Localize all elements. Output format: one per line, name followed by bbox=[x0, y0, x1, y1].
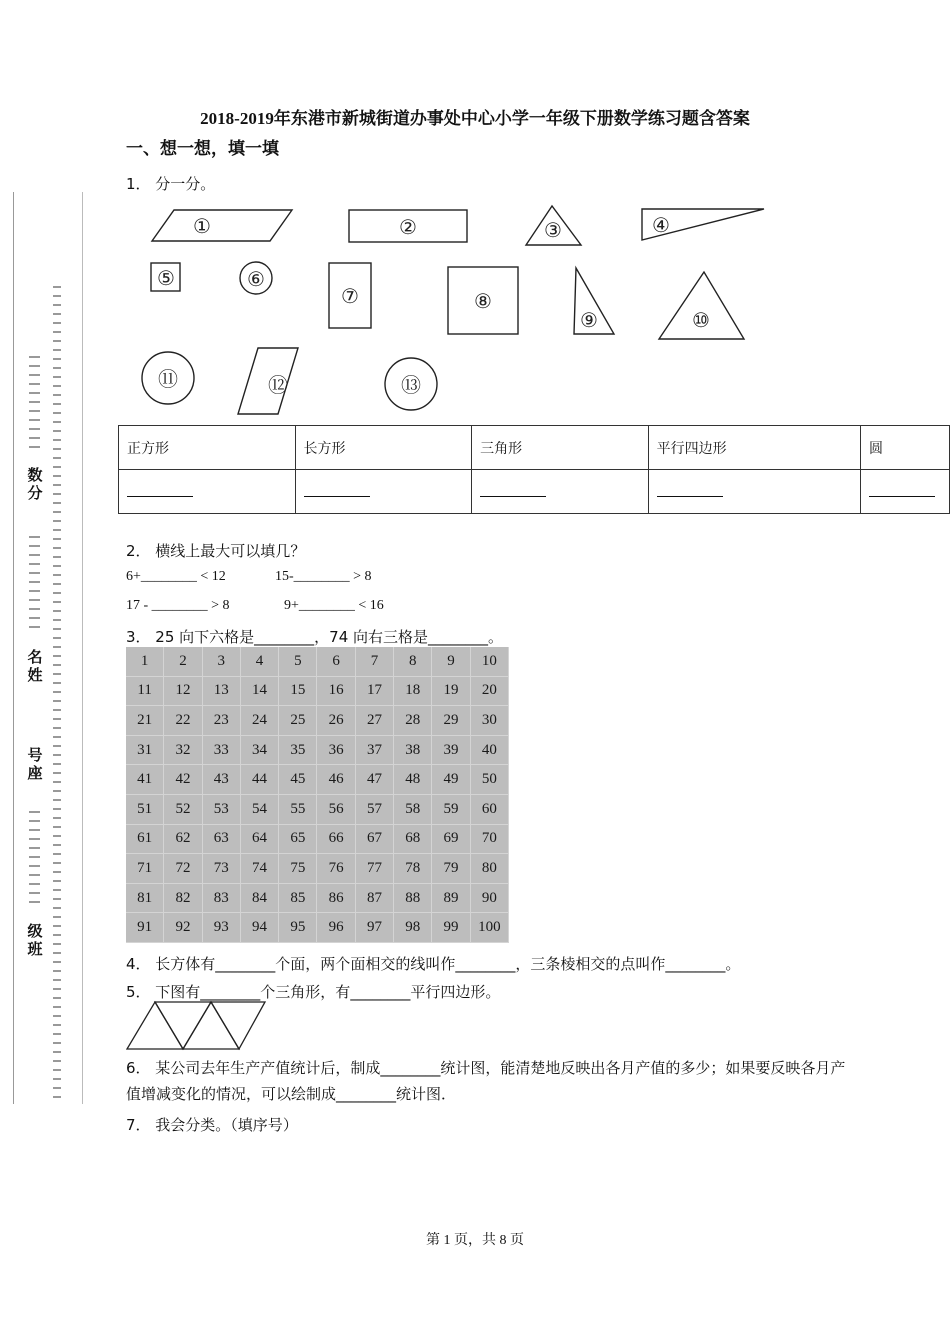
shape-label-12: ⑫ bbox=[268, 373, 288, 397]
hundred-chart-cell: 12 bbox=[164, 677, 202, 707]
hundred-chart-cell: 73 bbox=[203, 854, 241, 884]
hundred-chart-cell: 56 bbox=[317, 795, 355, 825]
hundred-chart-cell: 96 bbox=[317, 913, 355, 943]
hundred-chart-cell: 82 bbox=[164, 884, 202, 914]
hundred-chart-cell: 80 bbox=[471, 854, 509, 884]
hundred-chart-cell: 35 bbox=[279, 736, 317, 766]
hundred-chart-cell: 98 bbox=[394, 913, 432, 943]
question-5: 5． 下图有________个三角形，有________平行四边形。 bbox=[126, 983, 501, 1001]
side-label-name: 名姓 bbox=[27, 648, 43, 684]
hundred-chart-cell: 91 bbox=[126, 913, 164, 943]
hundred-chart-cell: 81 bbox=[126, 884, 164, 914]
hundred-chart-cell: 21 bbox=[126, 706, 164, 736]
hundred-chart-cell: 15 bbox=[279, 677, 317, 707]
header-square: 正方形 bbox=[119, 426, 296, 470]
hundred-chart-cell: 61 bbox=[126, 825, 164, 855]
shape-1-parallelogram bbox=[152, 210, 292, 241]
hundred-chart bbox=[126, 647, 509, 943]
hundred-chart-cell: 30 bbox=[471, 706, 509, 736]
hundred-chart-cell: 23 bbox=[203, 706, 241, 736]
hundred-chart-cell: 97 bbox=[356, 913, 394, 943]
shape-label-4: ④ bbox=[652, 213, 670, 237]
hundred-chart-cell: 43 bbox=[203, 765, 241, 795]
shape-label-2: ② bbox=[399, 215, 417, 239]
hundred-chart-cell: 32 bbox=[164, 736, 202, 766]
hundred-chart-cell: 74 bbox=[241, 854, 279, 884]
hundred-chart-cell: 18 bbox=[394, 677, 432, 707]
hundred-chart-cell: 5 bbox=[279, 647, 317, 677]
q2-line1b: 15-________ > 8 bbox=[275, 569, 372, 584]
shape-label-5: ⑤ bbox=[157, 266, 175, 290]
answer-parallelogram[interactable] bbox=[648, 470, 860, 514]
hundred-chart-cell: 65 bbox=[279, 825, 317, 855]
hundred-chart-cell: 48 bbox=[394, 765, 432, 795]
answer-triangle[interactable] bbox=[472, 470, 649, 514]
hundred-chart-cell: 39 bbox=[432, 736, 470, 766]
hundred-chart-cell: 17 bbox=[356, 677, 394, 707]
hundred-chart-cell: 53 bbox=[203, 795, 241, 825]
classification-table bbox=[118, 425, 950, 514]
hundred-chart-cell: 34 bbox=[241, 736, 279, 766]
hundred-chart-cell: 51 bbox=[126, 795, 164, 825]
question-7: 7． 我会分类。（填序号） bbox=[126, 1116, 298, 1134]
shape-label-10: ⑩ bbox=[692, 308, 710, 332]
hundred-chart-cell: 66 bbox=[317, 825, 355, 855]
hundred-chart-cell: 90 bbox=[471, 884, 509, 914]
hundred-chart-cell: 31 bbox=[126, 736, 164, 766]
question-3: 3． 25 向下六格是________，74 向右三格是________。 bbox=[126, 628, 504, 646]
hundred-chart-cell: 8 bbox=[394, 647, 432, 677]
hundred-chart-cell: 95 bbox=[279, 913, 317, 943]
hundred-chart-cell: 70 bbox=[471, 825, 509, 855]
hundred-chart-cell: 38 bbox=[394, 736, 432, 766]
hundred-chart-cell: 26 bbox=[317, 706, 355, 736]
binding-dashes bbox=[52, 285, 62, 1105]
triangles-figure bbox=[126, 1000, 268, 1052]
shape-label-1: ① bbox=[193, 214, 211, 238]
answer-circle[interactable] bbox=[861, 470, 950, 514]
hundred-chart-cell: 62 bbox=[164, 825, 202, 855]
shape-label-8: ⑧ bbox=[474, 289, 492, 313]
hundred-chart-cell: 72 bbox=[164, 854, 202, 884]
hundred-chart-cell: 75 bbox=[279, 854, 317, 884]
hundred-chart-cell: 6 bbox=[317, 647, 355, 677]
header-triangle: 三角形 bbox=[472, 426, 649, 470]
hundred-chart-cell: 67 bbox=[356, 825, 394, 855]
hundred-chart-cell: 45 bbox=[279, 765, 317, 795]
hundred-chart-cell: 37 bbox=[356, 736, 394, 766]
section-heading: 一、想一想，填一填 bbox=[126, 139, 279, 159]
hundred-chart-cell: 59 bbox=[432, 795, 470, 825]
question-1: 1． 分一分。 bbox=[126, 175, 216, 193]
hundred-chart-cell: 28 bbox=[394, 706, 432, 736]
hundred-chart-cell: 33 bbox=[203, 736, 241, 766]
hundred-chart-cell: 13 bbox=[203, 677, 241, 707]
hundred-chart-cell: 41 bbox=[126, 765, 164, 795]
hundred-chart-cell: 50 bbox=[471, 765, 509, 795]
side-label-score: 数分 bbox=[27, 466, 43, 502]
hundred-chart-cell: 85 bbox=[279, 884, 317, 914]
header-rectangle: 长方形 bbox=[295, 426, 472, 470]
hundred-chart-cell: 55 bbox=[279, 795, 317, 825]
answer-rectangle[interactable] bbox=[295, 470, 472, 514]
binding-dashes-left-3 bbox=[28, 810, 42, 910]
shape-label-11: ⑪ bbox=[158, 367, 178, 391]
hundred-chart-cell: 54 bbox=[241, 795, 279, 825]
binding-dash-svg bbox=[52, 285, 62, 1105]
hundred-chart-cell: 36 bbox=[317, 736, 355, 766]
hundred-chart-cell: 11 bbox=[126, 677, 164, 707]
hundred-chart-cell: 49 bbox=[432, 765, 470, 795]
hundred-chart-cell: 76 bbox=[317, 854, 355, 884]
q2-line1a: 6+________ < 12 bbox=[126, 569, 226, 584]
hundred-chart-cell: 46 bbox=[317, 765, 355, 795]
hundred-chart-cell: 27 bbox=[356, 706, 394, 736]
hundred-chart-cell: 87 bbox=[356, 884, 394, 914]
hundred-chart-cell: 79 bbox=[432, 854, 470, 884]
hundred-chart-cell: 83 bbox=[203, 884, 241, 914]
binding-border-left bbox=[13, 192, 14, 1104]
hundred-chart-cell: 16 bbox=[317, 677, 355, 707]
hundred-chart-cell: 69 bbox=[432, 825, 470, 855]
hundred-chart-cell: 64 bbox=[241, 825, 279, 855]
hundred-chart-cell: 24 bbox=[241, 706, 279, 736]
hundred-chart-cell: 94 bbox=[241, 913, 279, 943]
header-circle: 圆 bbox=[861, 426, 950, 470]
hundred-chart-cell: 57 bbox=[356, 795, 394, 825]
hundred-chart-cell: 63 bbox=[203, 825, 241, 855]
hundred-chart-cell: 77 bbox=[356, 854, 394, 884]
hundred-chart-cell: 88 bbox=[394, 884, 432, 914]
hundred-chart-cell: 25 bbox=[279, 706, 317, 736]
hundred-chart-cell: 14 bbox=[241, 677, 279, 707]
shape-label-6: ⑥ bbox=[247, 267, 265, 291]
question-2: 2． 横线上最大可以填几？ bbox=[126, 542, 306, 560]
hundred-chart-cell: 3 bbox=[203, 647, 241, 677]
hundred-chart-cell: 100 bbox=[471, 913, 509, 943]
hundred-chart-cell: 7 bbox=[356, 647, 394, 677]
hundred-chart-cell: 19 bbox=[432, 677, 470, 707]
hundred-chart-cell: 84 bbox=[241, 884, 279, 914]
hundred-chart-cell: 93 bbox=[203, 913, 241, 943]
hundred-chart-cell: 86 bbox=[317, 884, 355, 914]
side-label-class: 级班 bbox=[27, 922, 43, 958]
hundred-chart-cell: 78 bbox=[394, 854, 432, 884]
hundred-chart-cell: 71 bbox=[126, 854, 164, 884]
q2-line2b: 9+________ < 16 bbox=[284, 598, 384, 613]
question-6-line1: 6． 某公司去年生产产值统计后，制成________统计图，能清楚地反映出各月产值的多少；如果要反映各月产 bbox=[126, 1059, 846, 1077]
hundred-chart-cell: 60 bbox=[471, 795, 509, 825]
shapes-figure bbox=[130, 198, 770, 420]
hundred-chart-cell: 99 bbox=[432, 913, 470, 943]
hundred-chart-cell: 40 bbox=[471, 736, 509, 766]
hundred-chart-cell: 1 bbox=[126, 647, 164, 677]
shape-label-9: ⑨ bbox=[580, 308, 598, 332]
hundred-chart-cell: 9 bbox=[432, 647, 470, 677]
header-parallelogram: 平行四边形 bbox=[648, 426, 860, 470]
hundred-chart-cell: 52 bbox=[164, 795, 202, 825]
binding-dashes-left-1 bbox=[28, 355, 42, 455]
hundred-chart-cell: 29 bbox=[432, 706, 470, 736]
shape-label-3: ③ bbox=[544, 218, 562, 242]
hundred-chart-cell: 4 bbox=[241, 647, 279, 677]
question-6-line2: 值增减变化的情况，可以绘制成________统计图． bbox=[126, 1085, 457, 1103]
question-4: 4． 长方体有________个面，两个面相交的线叫作________，三条棱相交的点叫作________。 bbox=[126, 955, 741, 973]
q2-line2a: 17 - ________ > 8 bbox=[126, 598, 230, 613]
hundred-chart-cell: 10 bbox=[471, 647, 509, 677]
page-footer: 第 1 页，共 8 页 bbox=[426, 1233, 524, 1248]
hundred-chart-cell: 44 bbox=[241, 765, 279, 795]
hundred-chart-cell: 42 bbox=[164, 765, 202, 795]
binding-dashes-left-2 bbox=[28, 535, 42, 635]
hundred-chart-cell: 89 bbox=[432, 884, 470, 914]
binding-border-right bbox=[82, 192, 83, 1104]
hundred-chart-cell: 2 bbox=[164, 647, 202, 677]
hundred-chart-cell: 22 bbox=[164, 706, 202, 736]
hundred-chart-cell: 58 bbox=[394, 795, 432, 825]
hundred-chart-cell: 92 bbox=[164, 913, 202, 943]
side-label-seat: 号座 bbox=[27, 746, 43, 782]
shape-label-7: ⑦ bbox=[341, 284, 359, 308]
hundred-chart-cell: 47 bbox=[356, 765, 394, 795]
answer-square[interactable] bbox=[119, 470, 296, 514]
hundred-chart-cell: 68 bbox=[394, 825, 432, 855]
page-title: 2018-2019年东港市新城街道办事处中心小学一年级下册数学练习题含答案 bbox=[200, 109, 750, 128]
hundred-chart-cell: 20 bbox=[471, 677, 509, 707]
shape-label-13: ⑬ bbox=[401, 373, 421, 397]
